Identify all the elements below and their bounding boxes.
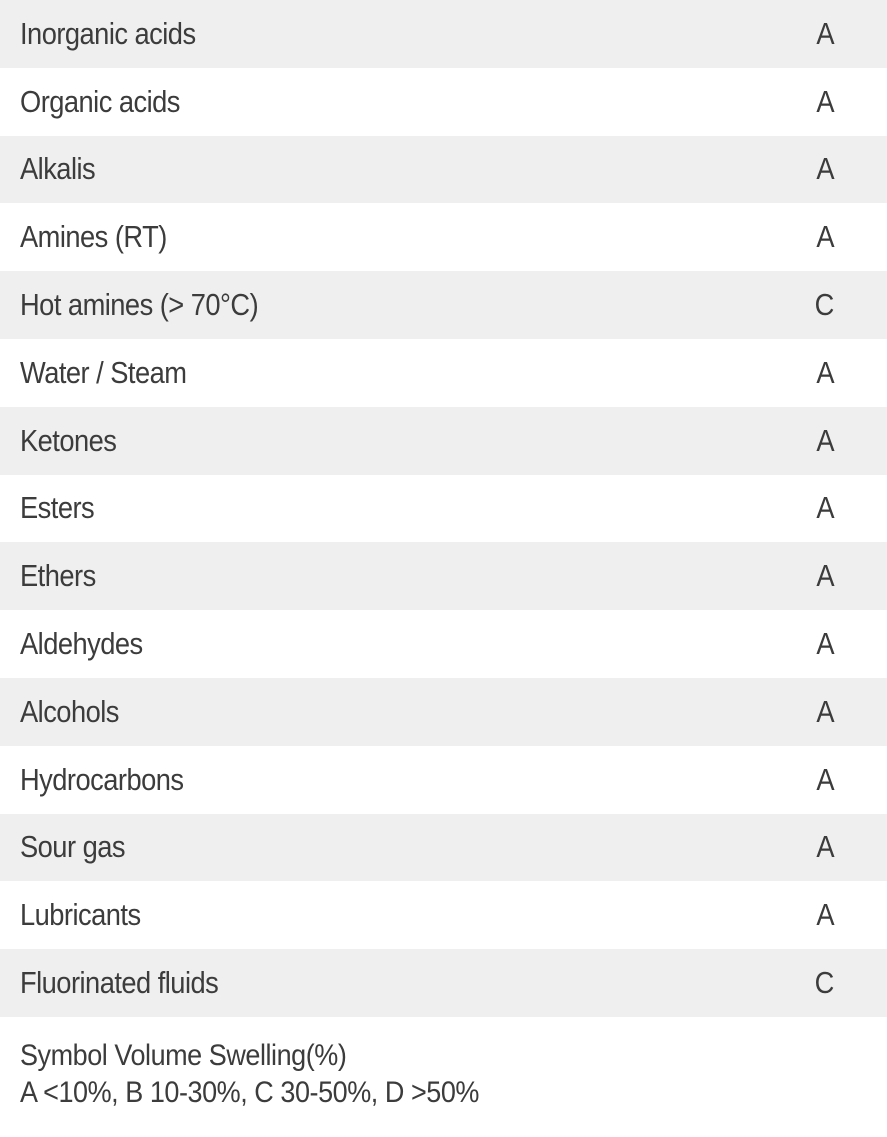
resistance-rating: C: [814, 965, 834, 1001]
resistance-rating: A: [816, 626, 834, 662]
chemical-name: Inorganic acids: [20, 15, 196, 51]
table-row: [0, 814, 887, 882]
chemical-name: Lubricants: [20, 897, 141, 933]
table-row: [0, 678, 887, 746]
table-row: [0, 949, 887, 1017]
resistance-rating: A: [816, 83, 834, 119]
resistance-rating: A: [816, 490, 834, 526]
table-row: [0, 407, 887, 475]
chemical-name: Sour gas: [20, 829, 125, 865]
table-row: [0, 136, 887, 204]
resistance-rating: A: [816, 422, 834, 458]
resistance-rating: A: [816, 761, 834, 797]
resistance-rating: A: [816, 558, 834, 594]
resistance-rating: A: [816, 829, 834, 865]
chemical-name: Esters: [20, 490, 95, 526]
table-row: [0, 746, 887, 814]
chemical-name: Organic acids: [20, 83, 180, 119]
table-row: [0, 881, 887, 949]
resistance-rating: A: [816, 219, 834, 255]
resistance-rating: A: [816, 354, 834, 390]
table-row: [0, 0, 887, 68]
chemical-name: Water / Steam: [20, 354, 187, 390]
chemical-name: Alkalis: [20, 151, 96, 187]
resistance-rating: A: [816, 693, 834, 729]
legend-title: Symbol Volume Swelling(%): [20, 1038, 347, 1072]
table-row: [0, 271, 887, 339]
resistance-rating: A: [816, 151, 834, 187]
table-row: [0, 68, 887, 136]
chemical-name: Hot amines (> 70°C): [20, 287, 259, 323]
resistance-rating: C: [814, 287, 834, 323]
table-row: [0, 475, 887, 543]
resistance-rating: A: [816, 15, 834, 51]
table-row: [0, 542, 887, 610]
chemical-name: Ethers: [20, 558, 96, 594]
chemical-name: Hydrocarbons: [20, 761, 184, 797]
legend: [0, 1017, 887, 1111]
table-row: [0, 339, 887, 407]
chemical-name: Alcohols: [20, 693, 119, 729]
resistance-rating: A: [816, 897, 834, 933]
legend-scale: A <10%, B 10-30%, C 30-50%, D >50%: [20, 1075, 479, 1109]
chemical-name: Amines (RT): [20, 219, 167, 255]
chemical-name: Fluorinated fluids: [20, 965, 219, 1001]
chemical-name: Aldehydes: [20, 626, 143, 662]
table-row: [0, 610, 887, 678]
chemical-name: Ketones: [20, 422, 117, 458]
table-row: [0, 203, 887, 271]
